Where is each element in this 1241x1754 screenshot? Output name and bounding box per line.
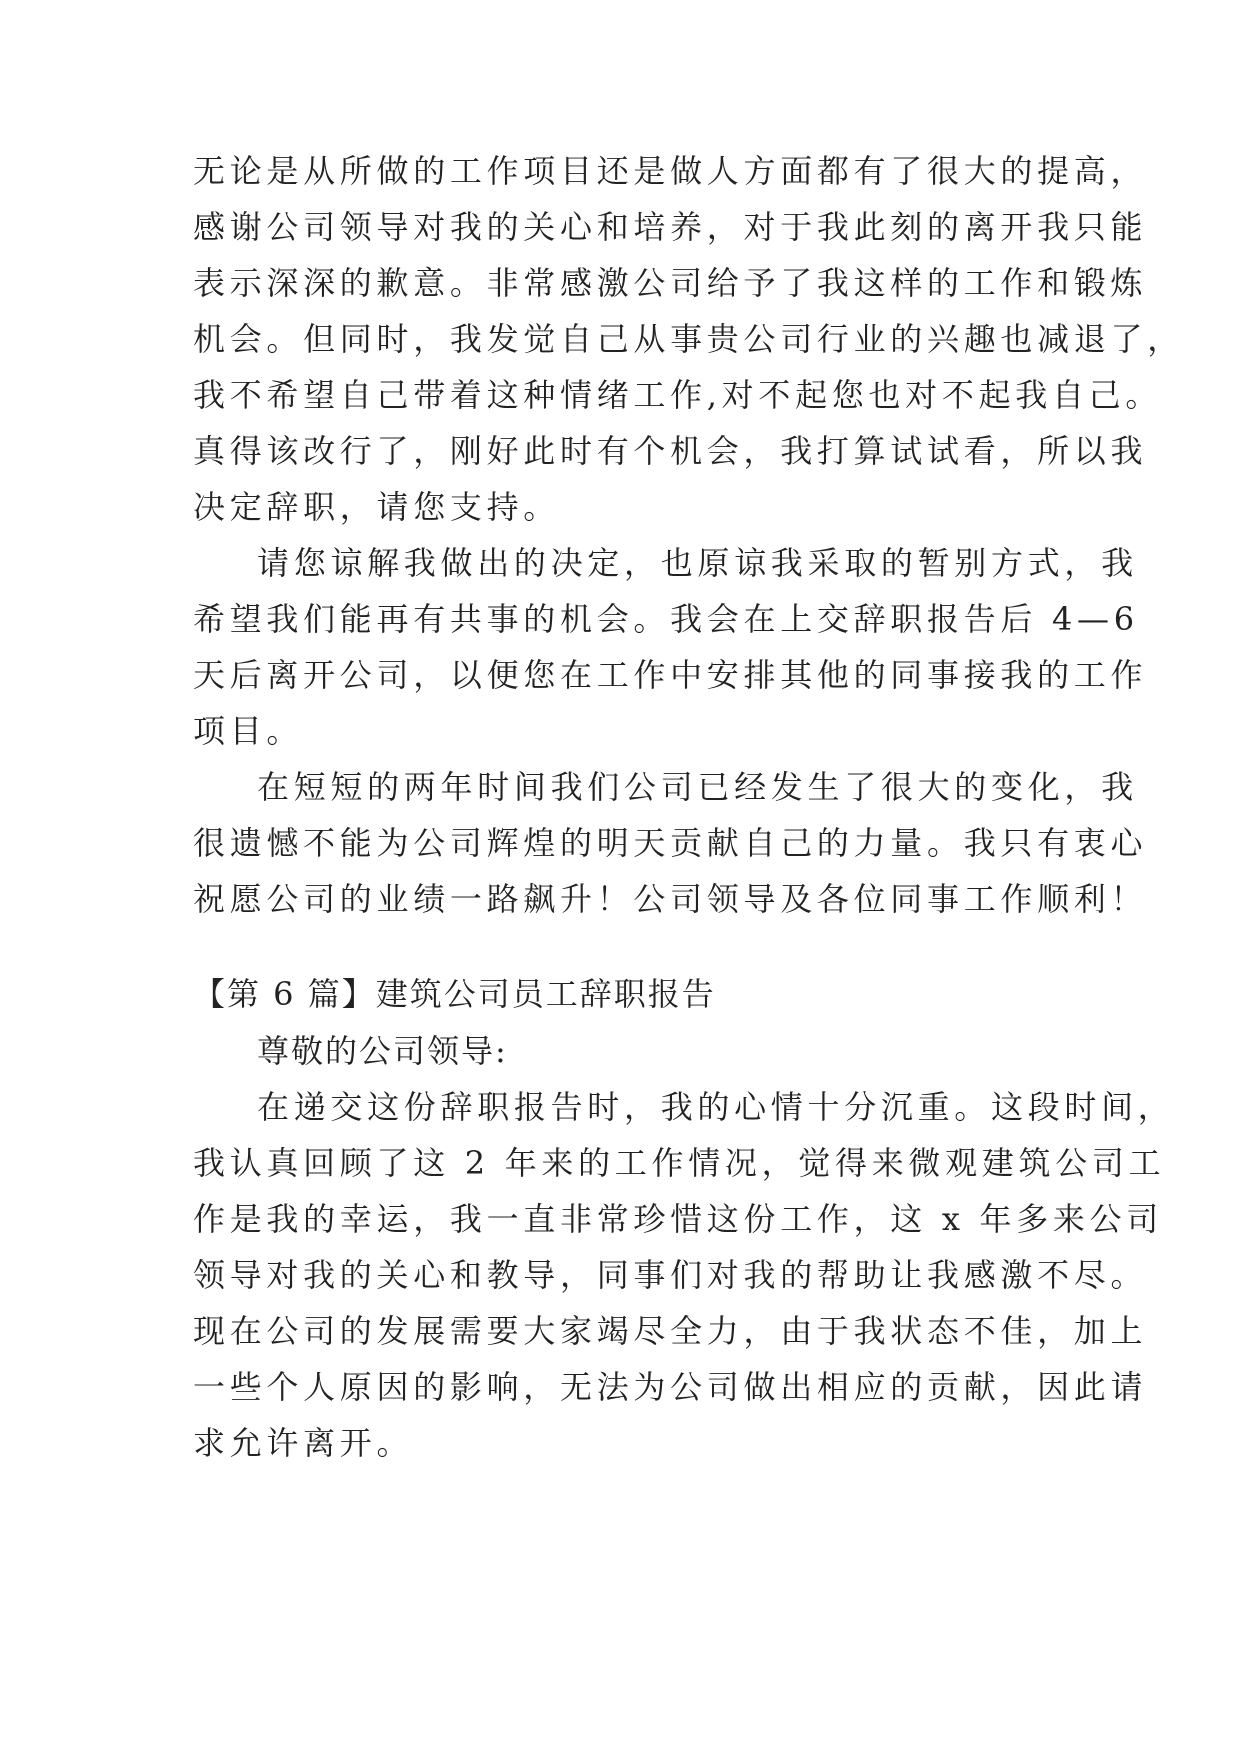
paragraph-4-line: 我认真回顾了这 2 年来的工作情况，觉得来微观建筑公司工 <box>193 1144 1166 1182</box>
paragraph-1-line: 我不希望自己带着这种情绪工作,对不起您也对不起我自己。 <box>193 376 1163 414</box>
paragraph-3-line: 很遗憾不能为公司辉煌的明天贡献自己的力量。我只有衷心 <box>193 824 1148 862</box>
paragraph-4-line: 一些个人原因的影响，无法为公司做出相应的贡献，因此请 <box>193 1368 1148 1406</box>
paragraph-3-line: 祝愿公司的业绩一路飙升！公司领导及各位同事工作顺利！ <box>193 880 1148 918</box>
paragraph-4-line: 领导对我的关心和教导，同事们对我的帮助让我感激不尽。 <box>193 1256 1148 1294</box>
salutation: 尊敬的公司领导: <box>257 1032 508 1070</box>
paragraph-2-line: 请您谅解我做出的决定，也原谅我采取的暂别方式，我 <box>257 544 1138 582</box>
paragraph-4-line: 在递交这份辞职报告时，我的心情十分沉重。这段时间， <box>257 1088 1175 1126</box>
paragraph-4-line: 现在公司的发展需要大家竭尽全力，由于我状态不佳，加上 <box>193 1312 1148 1350</box>
paragraph-4-line: 作是我的幸运，我一直非常珍惜这份工作，这 x 年多来公司 <box>193 1200 1163 1238</box>
paragraph-1-line: 机会。但同时，我发觉自己从事贵公司行业的兴趣也减退了， <box>193 320 1184 358</box>
paragraph-4-line: 求允许离开。 <box>193 1424 414 1462</box>
paragraph-2-line: 希望我们能再有共事的机会。我会在上交辞职报告后 4—6 <box>193 600 1139 638</box>
paragraph-3-line: 在短短的两年时间我们公司已经发生了很大的变化，我 <box>257 768 1138 806</box>
section-heading: 【第 6 篇】建筑公司员工辞职报告 <box>193 975 716 1013</box>
paragraph-2-line: 项目。 <box>193 712 304 750</box>
paragraph-1-line: 表示深深的歉意。非常感激公司给予了我这样的工作和锻炼 <box>193 264 1148 302</box>
paragraph-2-line: 天后离开公司，以便您在工作中安排其他的同事接我的工作 <box>193 656 1148 694</box>
paragraph-1-line: 真得该改行了，刚好此时有个机会，我打算试试看，所以我 <box>193 432 1148 470</box>
paragraph-1-line: 感谢公司领导对我的关心和培养，对于我此刻的离开我只能 <box>193 208 1148 246</box>
paragraph-1-line: 无论是从所做的工作项目还是做人方面都有了很大的提高， <box>193 152 1148 190</box>
paragraph-1-line: 决定辞职，请您支持。 <box>193 488 561 526</box>
